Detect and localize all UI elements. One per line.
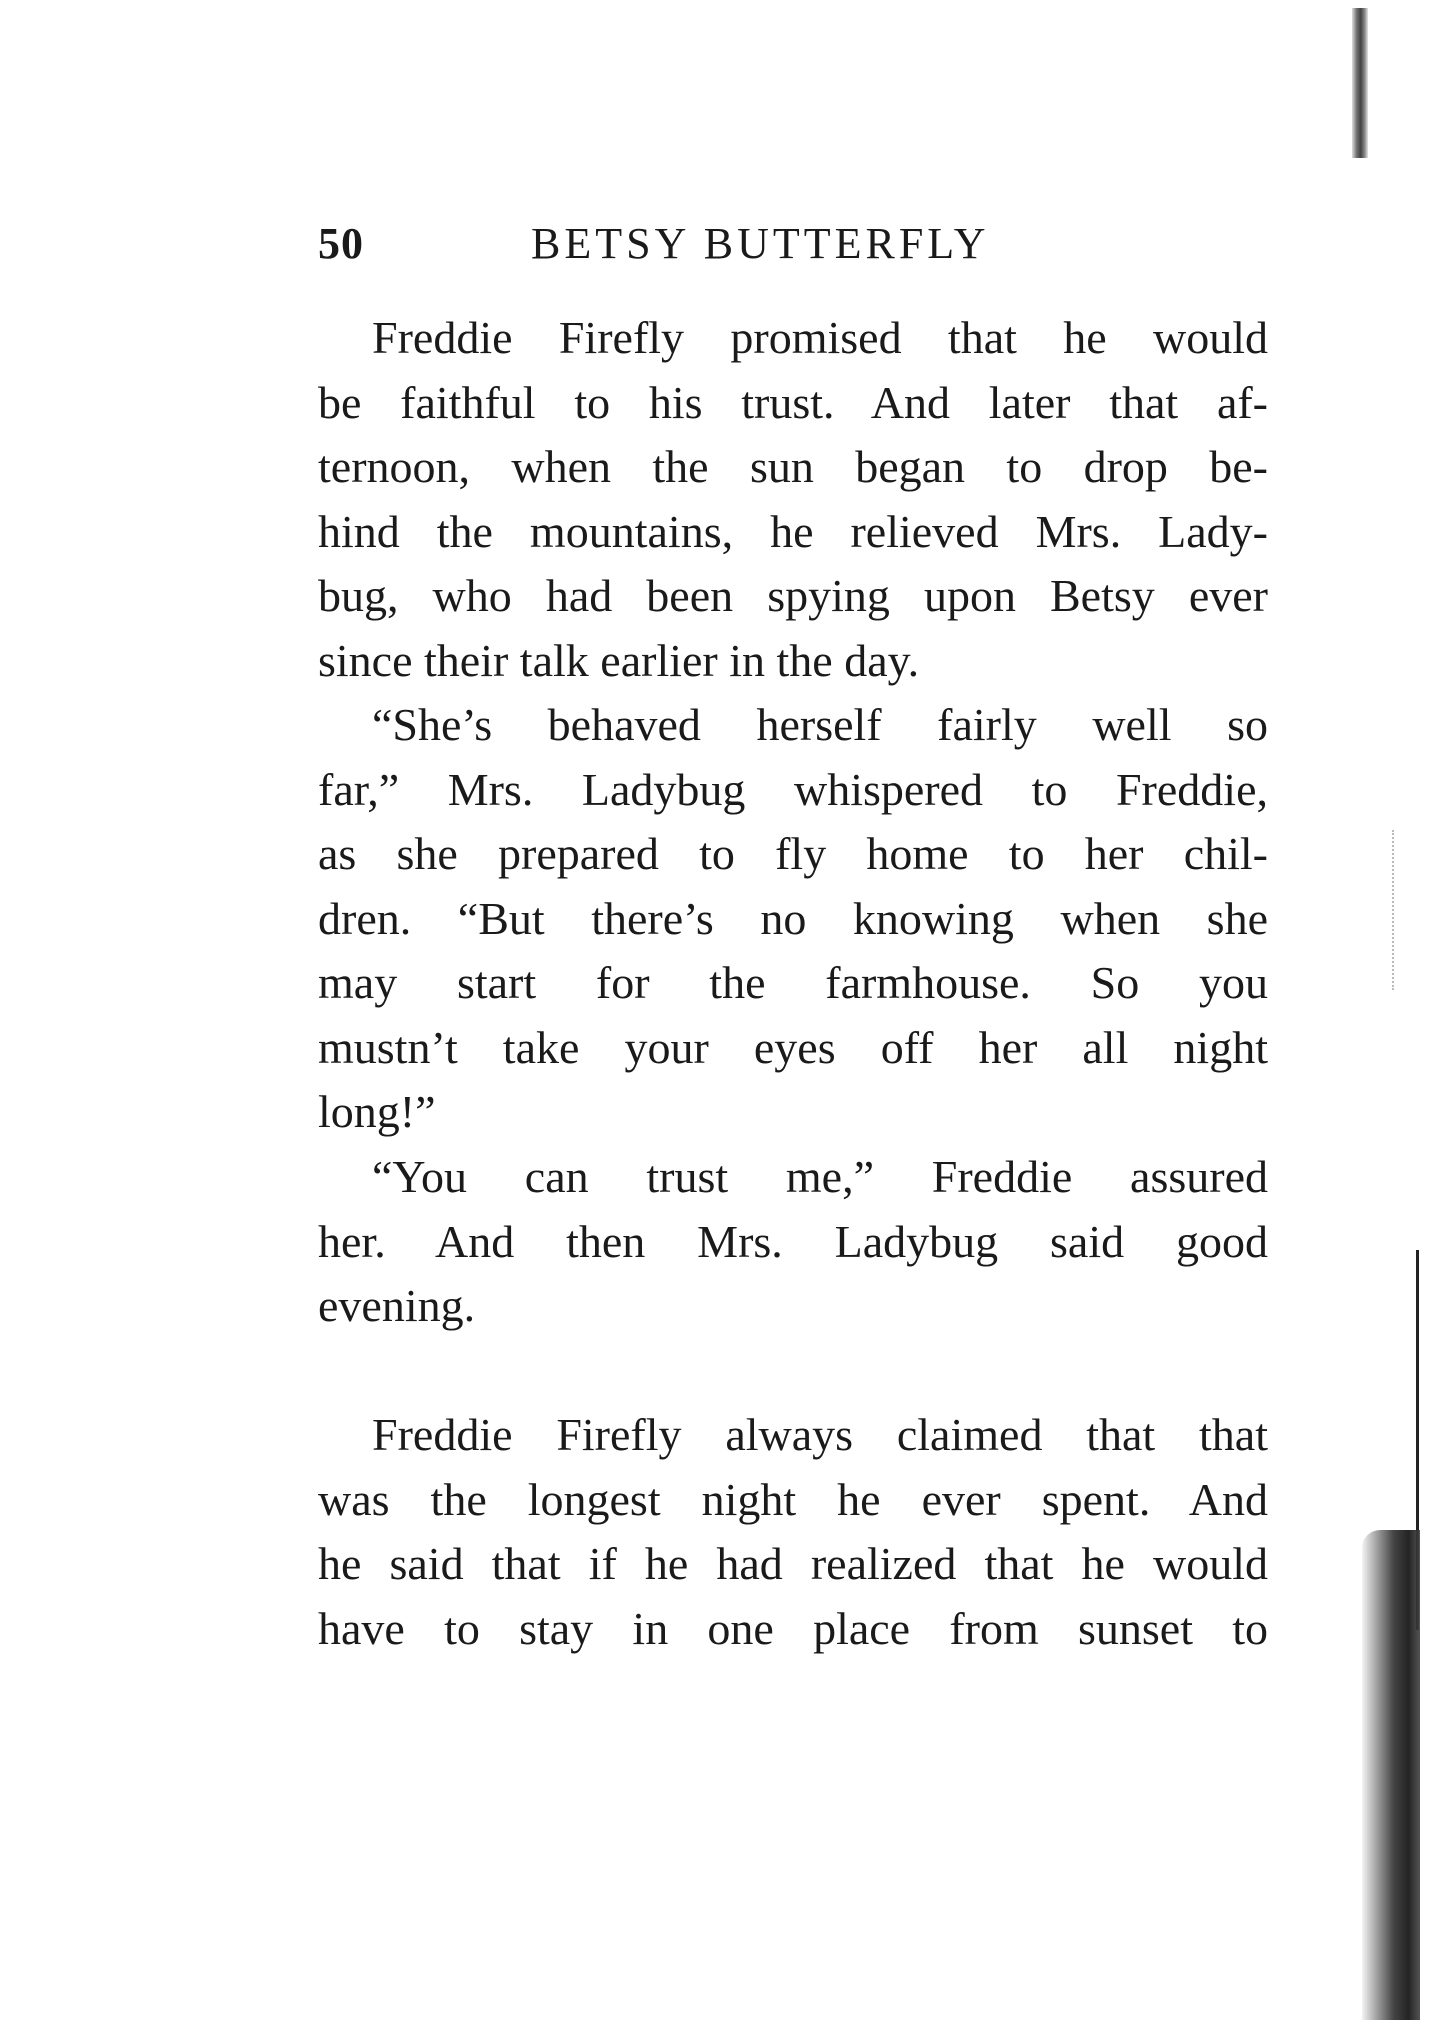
text-line: hind the mountains, he relieved Mrs. Lady-: [318, 505, 1268, 557]
text-line: Freddie Firefly always claimed that that: [372, 1409, 1268, 1460]
running-head: BETSY BUTTERFLY: [531, 219, 990, 268]
paragraph-4: [318, 1403, 1268, 1661]
page-edge-speckle: [1392, 830, 1396, 990]
text-line: “You can trust me,” Freddie assured: [372, 1151, 1268, 1202]
page-header: [318, 218, 1268, 278]
text-line: her. And then Mrs. Ladybug said good: [318, 1215, 1268, 1267]
text-line: evening.: [318, 1280, 476, 1331]
page-number: 50: [318, 219, 364, 268]
text-line: may start for the farmhouse. So you: [318, 957, 1268, 1008]
text-line: was the longest night he ever spent. And: [318, 1473, 1268, 1525]
text-line: dren. “But there’s no knowing when she: [318, 892, 1268, 944]
text-line: as she prepared to fly home to her chil-: [318, 828, 1268, 879]
text-line: have to stay in one place from sunset to: [318, 1602, 1268, 1654]
page-edge-shadow-top: [1352, 8, 1368, 158]
paragraph-2: [318, 693, 1268, 1145]
text-line: far,” Mrs. Ladybug whispered to Freddie,: [318, 763, 1268, 815]
text-line: since their talk earlier in the day.: [318, 634, 920, 686]
paragraph-3: [318, 1145, 1268, 1339]
text-line: ternoon, when the sun began to drop be-: [318, 441, 1268, 492]
text-line: he said that if he had realized that he would: [318, 1538, 1268, 1589]
text-line: be faithful to his trust. And later that af-: [318, 376, 1268, 428]
text-line: bug, who had been spying upon Betsy ever: [318, 570, 1268, 621]
paragraph-1: [318, 306, 1268, 693]
page-edge-shadow-bottom: [1362, 1530, 1420, 2020]
text-line: “She’s behaved herself fairly well so: [372, 699, 1268, 750]
text-line: long!”: [318, 1086, 436, 1137]
text-line: Freddie Firefly promised that he would: [372, 312, 1268, 363]
text-line: mustn’t take your eyes off her all night: [318, 1021, 1268, 1073]
